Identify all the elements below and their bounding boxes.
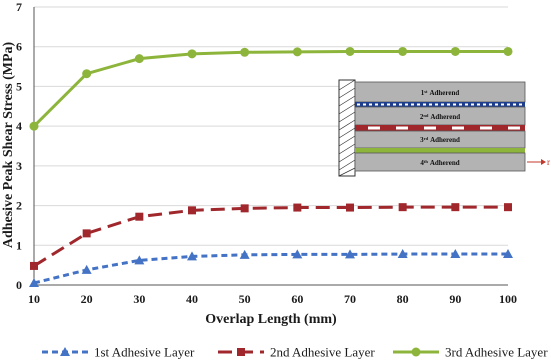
adhesive-layer-2	[355, 125, 525, 131]
y-tick-label-7: 7	[16, 0, 22, 14]
legend	[42, 345, 548, 360]
y-tick-label-5: 5	[16, 79, 22, 94]
x-tick-label-30: 30	[133, 292, 146, 306]
series-2-point-50	[241, 204, 249, 212]
y-tick-labels	[16, 0, 22, 292]
series-2-point-90	[451, 203, 459, 211]
adherend-1-label: 1st Adherend	[420, 89, 460, 97]
y-axis-title: Adhesive Peak Shear Stress (MPa)	[1, 41, 16, 249]
series-2-point-40	[188, 206, 196, 214]
series-2-point-80	[399, 203, 407, 211]
series-3-point-70	[346, 47, 355, 56]
series-2-point-20	[83, 229, 91, 237]
legend-marker-2	[237, 348, 245, 356]
series-3-point-50	[240, 48, 249, 57]
series-3-point-40	[188, 49, 197, 58]
x-axis-title: Overlap Length (mm)	[205, 312, 337, 327]
adhesive-layer-3	[355, 148, 525, 153]
series-3-point-80	[398, 47, 407, 56]
series-3-point-90	[451, 47, 460, 56]
y-tick-label-1: 1	[16, 238, 22, 253]
adherend-2-label: 2nd Adherend	[419, 113, 461, 121]
y-tick-label-3: 3	[16, 158, 22, 173]
series-2-point-60	[293, 204, 301, 212]
adherend-3-label: 3rd Adherend	[420, 136, 460, 144]
series-2-point-30	[135, 213, 143, 221]
joint-schematic	[339, 80, 550, 176]
x-tick-label-90: 90	[449, 292, 462, 306]
legend-label-2: 2nd Adhesive Layer	[270, 344, 375, 360]
x-tick-label-10: 10	[28, 292, 40, 306]
series-3-point-60	[293, 47, 302, 56]
x-tick-label-100: 100	[499, 292, 517, 306]
x-tick-labels	[28, 292, 517, 306]
x-tick-label-80: 80	[396, 292, 409, 306]
series-3-point-30	[135, 54, 144, 63]
series-2-point-10	[30, 262, 38, 270]
series-1-line	[34, 254, 508, 283]
series-3-point-20	[82, 69, 91, 78]
x-tick-label-70: 70	[344, 292, 356, 306]
y-tick-label-4: 4	[16, 119, 22, 134]
series-3-point-100	[504, 47, 513, 56]
y-tick-label-2: 2	[16, 198, 22, 213]
x-tick-label-20: 20	[80, 292, 93, 306]
series-2-line	[34, 207, 508, 266]
x-tick-label-60: 60	[291, 292, 304, 306]
legend-label-3: 3rd Adhesive Layer	[445, 344, 548, 360]
series-2-point-70	[346, 204, 354, 212]
series-1-point-50	[240, 250, 250, 259]
x-tick-label-50: 50	[238, 292, 251, 306]
legend-marker-1	[60, 347, 70, 356]
load-arrow-label: r	[547, 157, 550, 167]
series-3-point-10	[30, 122, 39, 131]
series-2-point-100	[504, 203, 512, 211]
adherend-4-label: 4th Adherend	[420, 159, 460, 167]
x-tick-label-40: 40	[186, 292, 198, 306]
legend-marker-3	[412, 348, 421, 357]
series-1	[29, 249, 513, 287]
legend-label-1: 1st Adhesive Layer	[94, 344, 195, 360]
series-2	[30, 203, 512, 270]
load-arrow-head	[541, 159, 546, 165]
y-tick-label-6: 6	[16, 39, 22, 54]
adhesive-layer-1	[355, 102, 525, 107]
y-tick-label-0: 0	[16, 278, 22, 292]
